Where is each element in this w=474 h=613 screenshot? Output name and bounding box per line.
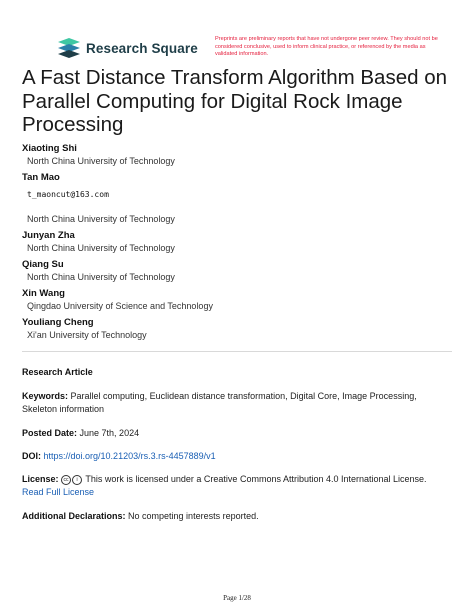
keywords-value: Parallel computing, Euclidean distance transformation, Digital Core, Image Processing, Skeleton information xyxy=(22,391,417,414)
author-affiliation: Qingdao University of Science and Technology xyxy=(27,301,213,311)
section-divider xyxy=(22,351,452,352)
logo-text: Research Square xyxy=(86,40,198,56)
page-number: Page 1/28 xyxy=(223,594,251,602)
paper-title: A Fast Distance Transform Algorithm Based on Parallel Computing for Digital Rock Image Processing xyxy=(22,66,447,136)
license-label: License: xyxy=(22,474,59,484)
keywords xyxy=(22,390,452,415)
author-name: Xiaoting Shi xyxy=(22,143,77,154)
license-text: This work is licensed under a Creative Commons Attribution 4.0 International License. xyxy=(85,474,427,484)
author-name: Xin Wang xyxy=(22,288,65,299)
author-list xyxy=(22,143,452,346)
posted-date-label: Posted Date: xyxy=(22,428,78,438)
license xyxy=(22,473,452,498)
author-email[interactable]: t_maoncut@163.com xyxy=(27,190,109,199)
article-type xyxy=(22,366,452,379)
additional-declarations xyxy=(22,510,452,523)
author-name: Qiang Su xyxy=(22,259,64,270)
creative-commons-icon: cc xyxy=(61,475,71,485)
research-square-logo[interactable] xyxy=(58,38,198,58)
author-affiliation: North China University of Technology xyxy=(27,156,175,166)
declarations-label: Additional Declarations: xyxy=(22,511,126,521)
research-square-logo-icon xyxy=(58,38,80,58)
read-full-license-link[interactable]: Read Full License xyxy=(22,486,95,497)
article-type-label: Research Article xyxy=(22,367,93,377)
author-name: Tan Mao xyxy=(22,172,60,183)
author-affiliation: Xi'an University of Technology xyxy=(27,330,147,340)
author-name: Junyan Zha xyxy=(22,230,75,241)
author-affiliation: North China University of Technology xyxy=(27,243,175,253)
author-affiliation: North China University of Technology xyxy=(27,214,175,224)
doi-link[interactable]: https://doi.org/10.21203/rs.3.rs-4457889/v1 xyxy=(43,451,216,461)
author-affiliation: North China University of Technology xyxy=(27,272,175,282)
declarations-value: No competing interests reported. xyxy=(128,511,259,521)
author-name: Youliang Cheng xyxy=(22,317,94,328)
posted-date-value: June 7th, 2024 xyxy=(79,428,140,438)
preprint-disclaimer: Preprints are preliminary reports that have not undergone peer review. They should not be considered conclusive, used to inform clinical practice, or referenced by the media as validated information. xyxy=(215,36,438,58)
keywords-label: Keywords: xyxy=(22,391,69,401)
doi-label: DOI: xyxy=(22,451,41,461)
posted-date xyxy=(22,427,452,440)
doi xyxy=(22,450,452,463)
attribution-icon: i xyxy=(72,475,82,485)
